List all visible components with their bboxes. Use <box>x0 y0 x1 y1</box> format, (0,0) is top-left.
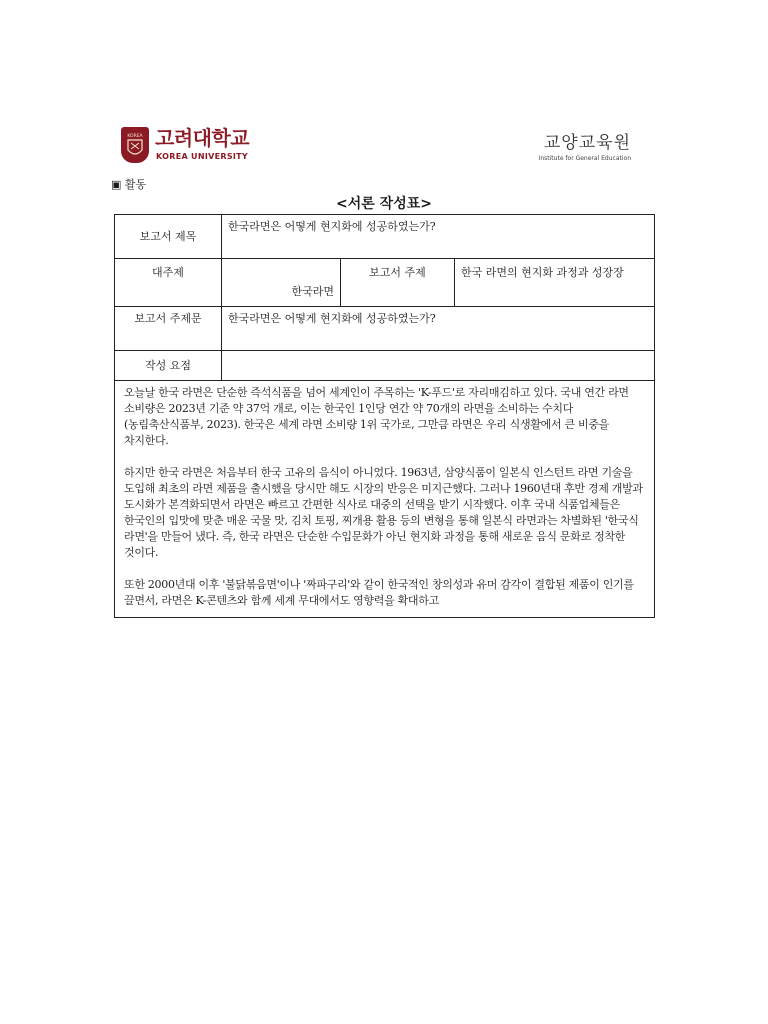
report-title-row <box>115 215 655 259</box>
report-theme-label: 보고서 주제 <box>341 259 455 307</box>
writing-points-value <box>222 351 655 381</box>
writing-points-row <box>115 351 655 381</box>
introduction-body-row <box>115 381 655 618</box>
body-paragraph-2: 하지만 한국 라면은 처음부터 한국 고유의 음식이 아니었다. 1963년, 삼양식품이 일본식 인스턴트 라면 기술을 도입해 최초의 라면 제품을 출시했을 당시만 해도 시장의 반응은 미지근했다. 그러나 1960년대 후반 경제 개발과 도시화가 본격화되면서 라면은 빠르고 간편한 식사로 대중의 선택을 받기 시작했다. 이후 국내 식품업체들은 한국인의 입맛에 맞춘 매운 국물 맛, 김치 토핑, 찌개용 활용 등의 변형을 통해 일본식 라면과는 차별화된 '한국식 라면'을 만들어 냈다. 즉, 한국 라면은 단순한 수입문화가 아닌 현지화 과정을 통해 새로운 음식 문화로 정착한 것이다. <box>124 466 643 559</box>
document-title: <서론 작성표> <box>336 196 432 212</box>
university-seal-icon <box>121 127 149 163</box>
body-paragraph-1: 오늘날 한국 라면은 단순한 즉석식품을 넘어 세계인이 주목하는 'K-푸드'로 자리매김하고 있다. 국내 연간 라면 소비량은 2023년 기준 약 37억 개로, 이는 한국인 1인당 연간 약 70개의 라면을 소비하는 수치다(농림축산식품부, 2023). 한국은 세계 라면 소비량 1위 국가로, 그만큼 라면은 우리 식생활에서 큰 비중을 차지한다. <box>124 386 629 447</box>
institute-name-english: Institute for General Education <box>538 155 631 162</box>
university-name-korean: 고려대학교 <box>155 126 250 150</box>
document-header <box>121 125 641 175</box>
report-title-label: 보고서 제목 <box>115 215 222 259</box>
main-theme-value: 한국라면 <box>222 259 341 307</box>
report-title-value: 한국라면은 어떻게 현지화에 성공하였는가? <box>222 215 655 259</box>
report-question-value: 한국라면은 어떻게 현지화에 성공하였는가? <box>222 307 655 351</box>
writing-points-label: 작성 요점 <box>115 351 222 381</box>
institute-name-korean: 교양교육원 <box>543 133 631 153</box>
report-theme-value: 한국 라면의 현지화 과정과 성장장 <box>455 259 655 307</box>
seal-text: KOREA <box>127 134 143 139</box>
report-question-row <box>115 307 655 351</box>
main-theme-label: 대주제 <box>115 259 222 307</box>
university-name-english: KOREA UNIVERSITY <box>156 152 249 161</box>
body-paragraph-3: 또한 2000년대 이후 '불닭볶음면'이나 '짜파구리'와 같이 한국적인 창의성과 유머 감각이 결합된 제품이 인기를 끌면서, 라면은 K-콘텐츠와 함께 세계 무대에서도 영향력을 확대하고 <box>124 578 634 607</box>
introduction-form-table <box>114 214 655 618</box>
theme-row <box>115 259 655 307</box>
report-question-label: 보고서 주제문 <box>115 307 222 351</box>
activity-label: ▣ 활동 <box>111 178 147 191</box>
introduction-body <box>115 381 655 618</box>
